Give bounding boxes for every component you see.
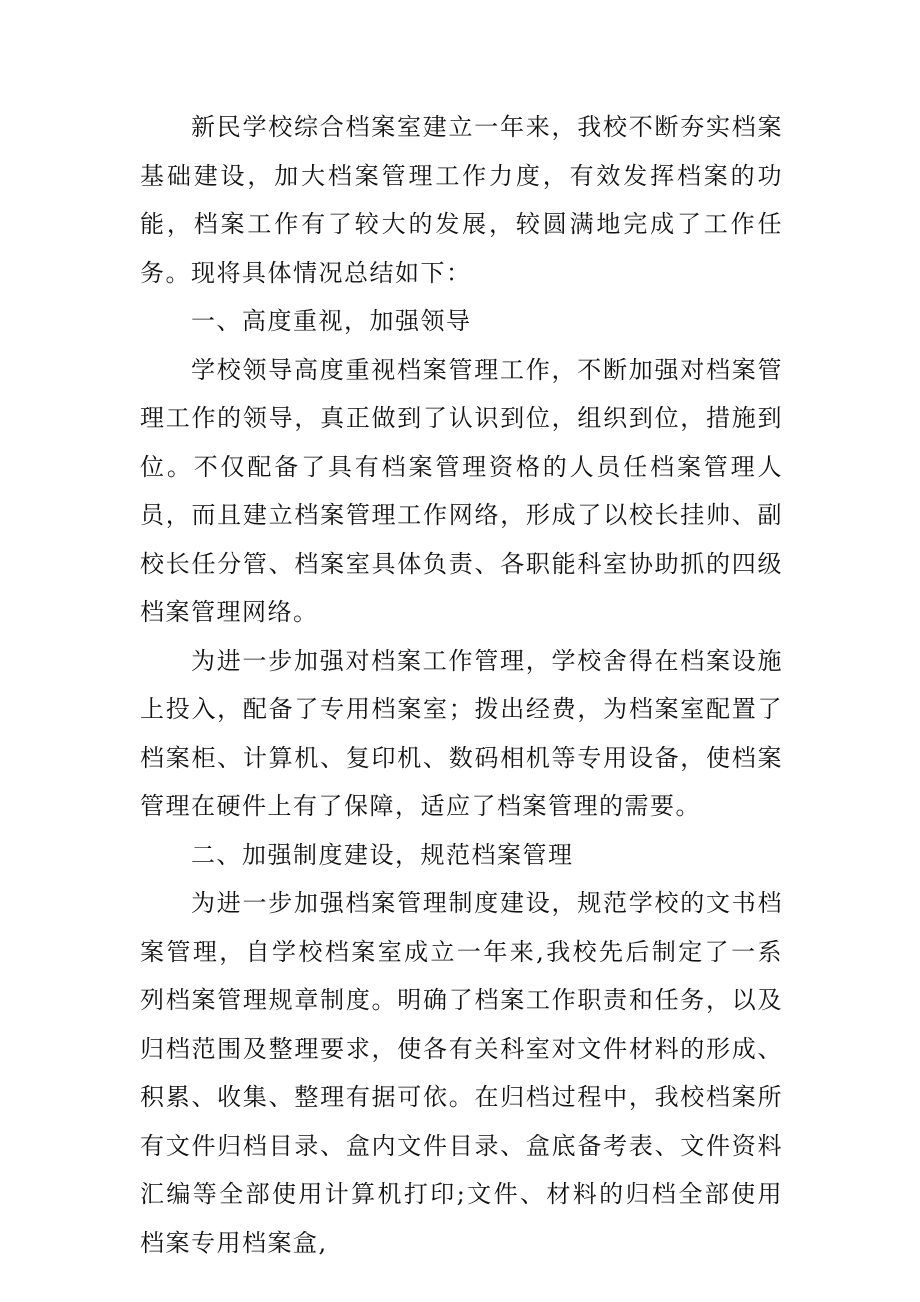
paragraph-facilities: 为进一步加强对档案工作管理，学校舍得在档案设施上投入，配备了专用档案室；拨出经费，为档案室配置了档案柜、计算机、复印机、数码相机等专用设备，使档案管理在硬件上有了保障，适应了档案管理的需要。	[140, 646, 783, 820]
document-body	[140, 103, 783, 1267]
section-heading-1: 一、高度重视，加强领导	[191, 307, 472, 335]
section-heading-2: 二、加强制度建设，规范档案管理	[191, 840, 574, 869]
paragraph-leadership: 学校领导高度重视档案管理工作，不断加强对档案管理工作的领导，真正做到了认识到位，组织到位，措施到位。不仅配备了具有档案管理资格的人员任档案管理人员，而且建立档案管理工作网络，形成了以校长挂帅、副校长任分管、档案室具体负责、各职能科室协助抓的四级档案管理网络。	[140, 355, 783, 626]
paragraph-regulations: 为进一步加强档案管理制度建设，规范学校的文书档案管理，自学校档案室成立一年来,我校先后制定了一系列档案管理规章制度。明确了档案工作职责和任务，以及归档范围及整理要求，使各有关科室对文件材料的形成、积累、收集、整理有据可依。在归档过程中，我校档案所有文件归档目录、盒内文件目录、盒底备考表、文件资料汇编等全部使用计算机打印;文件、材料的归档全部使用档案专用档案盒,	[140, 889, 783, 1257]
paragraph-intro: 新民学校综合档案室建立一年来，我校不断夯实档案基础建设，加大档案管理工作力度，有效发挥档案的功能，档案工作有了较大的发展，较圆满地完成了工作任务。现将具体情况总结如下：	[140, 113, 783, 287]
